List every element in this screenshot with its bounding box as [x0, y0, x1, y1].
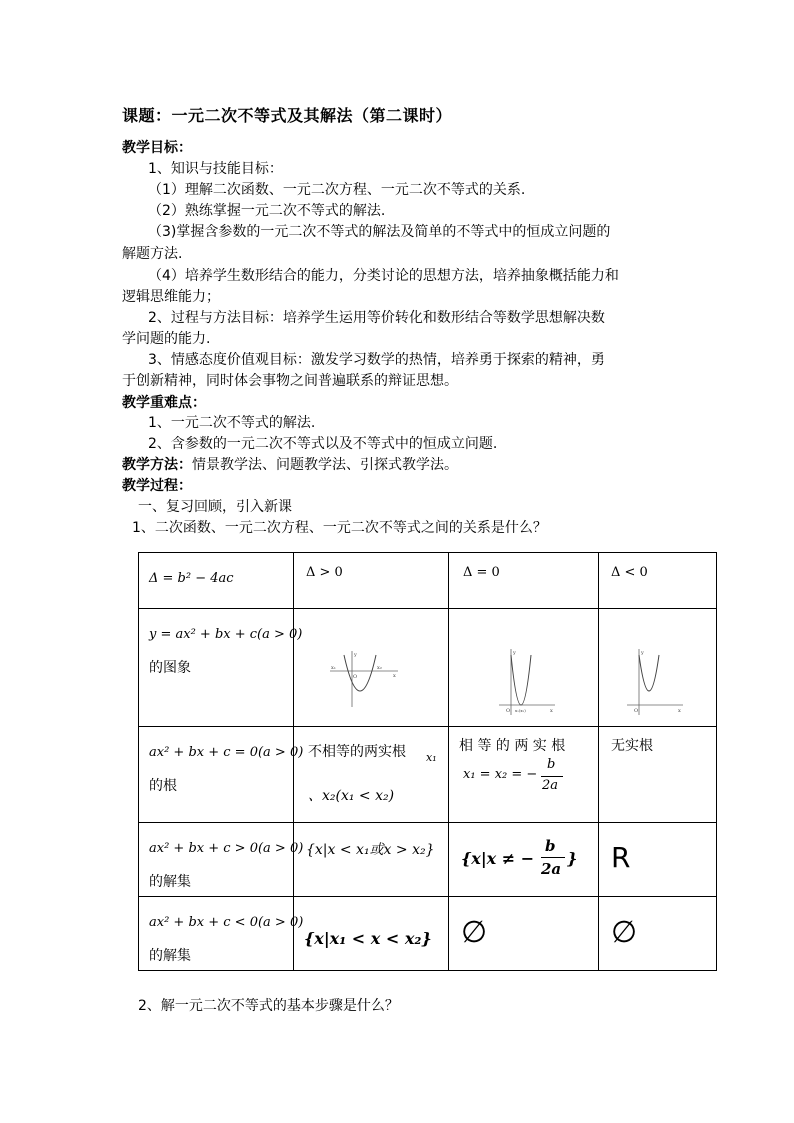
methods-line [122, 455, 458, 475]
case-negative-header: Δ < 0 [611, 565, 648, 580]
empty-set-symbol: ∅ [611, 915, 638, 950]
graph-root-x1-label: x₁ [331, 665, 336, 671]
no-real-roots-text: 无实根 [611, 738, 653, 754]
graph-y-label: y [513, 650, 516, 656]
objective-item: （3)掌握含参数的一元二次不等式的解法及简单的不等式中的恒成立问题的 [148, 224, 611, 240]
fraction-denominator: 2a [542, 778, 559, 793]
table-cell [139, 553, 294, 609]
table-cell [294, 727, 449, 823]
graph-y-label: y [641, 650, 644, 656]
objective-item: （2）熟练掌握一元二次不等式的解法. [148, 203, 386, 219]
key-point-item: 2、含参数的一元二次不等式以及不等式中的恒成立问题. [148, 436, 498, 452]
fraction-numerator: b [545, 837, 556, 855]
table-row [139, 897, 717, 971]
table-cell [599, 553, 717, 609]
graph-double-root-label: x₁(x₂) [515, 708, 526, 713]
graph-origin-label: O [634, 708, 639, 714]
fraction-numerator: b [547, 757, 556, 772]
table-cell [449, 553, 599, 609]
table-row [139, 823, 717, 897]
set-close-brace: } [567, 849, 578, 868]
objective-item: 3、情感态度价值观目标：激发学习数学的热情，培养勇于探索的精神，勇 [148, 352, 605, 368]
case-zero-header: Δ = 0 [463, 565, 500, 580]
graph-x-label: x [678, 708, 681, 714]
relation-table [138, 552, 717, 971]
case-positive-header: Δ > 0 [306, 565, 343, 580]
roots-row-label: 的根 [149, 778, 177, 794]
lt-row-math: ax² + bx + c < 0(a > 0) [149, 915, 304, 930]
table-cell [599, 823, 717, 897]
question-2: 2、解一元二次不等式的基本步骤是什么？ [138, 998, 399, 1014]
parabola-two-roots-graph [330, 649, 400, 709]
objective-item: 1、知识与技能目标： [148, 161, 283, 177]
question-1: 1、二次函数、一元二次方程、一元二次不等式之间的关系是什么？ [132, 520, 547, 536]
methods-heading: 教学方法： [122, 457, 192, 473]
graph-x-label: x [393, 673, 396, 679]
table-cell [449, 823, 599, 897]
gt-solution-two-roots: {x|x < x₁或x > x₂} [306, 842, 435, 858]
parabola-one-root-graph [497, 647, 557, 717]
key-points-heading: 教学重难点： [122, 395, 206, 411]
table-cell [449, 727, 599, 823]
table-cell [139, 897, 304, 971]
fraction-denominator: 2a [541, 860, 562, 878]
graph-row-math: y = ax² + bx + c(a > 0) [149, 627, 303, 642]
gt-row-label: 的解集 [149, 874, 191, 890]
gt-row-math: ax² + bx + c > 0(a > 0) [149, 841, 304, 856]
process-heading: 教学过程： [122, 478, 192, 494]
table-cell [449, 897, 599, 971]
section-heading: 一、复习回顾，引入新课 [138, 499, 292, 515]
parabola-curve [639, 655, 659, 691]
table-row [139, 727, 717, 823]
page-title: 课题：一元二次不等式及其解法（第二课时） [122, 106, 453, 125]
table-cell [294, 609, 449, 727]
graph-x-label: x [550, 708, 553, 714]
table-cell [139, 609, 303, 727]
parabola-no-root-graph [625, 647, 685, 717]
graph-y-label: y [354, 652, 357, 658]
graph-root-x2-label: x₂ [377, 665, 382, 671]
fraction-bar [541, 857, 565, 858]
table-row [139, 609, 717, 727]
fraction-bar [541, 776, 563, 777]
table-cell [139, 727, 304, 823]
root-x1: x₁ [426, 751, 437, 764]
objective-item: （4）培养学生数形结合的能力，分类讨论的思想方法，培养抽象概括能力和 [148, 268, 619, 284]
objective-item: 于创新精神，同时体会事物之间普遍联系的辩证思想。 [122, 373, 458, 389]
root-x2-condition: 、x₂(x₁ < x₂) [308, 788, 395, 804]
graph-row-label: 的图象 [149, 660, 191, 676]
graph-origin-label: O [506, 708, 511, 714]
table-cell [599, 727, 717, 823]
objectives-heading: 教学目标： [122, 140, 192, 156]
equal-roots-text: 相 等 的 两 实 根 [459, 738, 566, 754]
table-cell [599, 897, 717, 971]
parabola-curve [511, 655, 531, 705]
table-cell [449, 609, 599, 727]
lt-row-label: 的解集 [149, 948, 191, 964]
objective-item: 逻辑思维能力； [122, 289, 220, 305]
gt-solution-equal-roots: {x|x ≠ − [461, 849, 535, 868]
table-cell [139, 823, 304, 897]
objective-item: 解题方法. [122, 246, 183, 262]
two-distinct-roots-text: 不相等的两实根 [308, 744, 406, 760]
table-cell [294, 553, 449, 609]
graph-origin-label: O [353, 674, 358, 680]
table-cell [294, 823, 449, 897]
objective-item: （1）理解二次函数、一元二次方程、一元二次不等式的关系. [148, 182, 526, 198]
empty-set-symbol: ∅ [461, 915, 488, 950]
parabola-curve [344, 655, 376, 691]
equal-roots-formula: x₁ = x₂ = − [463, 767, 538, 782]
discriminant-label: Δ = b² − 4ac [149, 571, 234, 586]
objective-item: 2、过程与方法目标：培养学生运用等价转化和数形结合等数学思想解决数 [148, 310, 605, 326]
table-cell [294, 897, 449, 971]
methods-text: 情景教学法、问题教学法、引探式教学法。 [192, 457, 458, 473]
key-point-item: 1、一元二次不等式的解法. [148, 415, 316, 431]
real-numbers-symbol: R [611, 841, 631, 874]
lt-solution-two-roots: {x|x₁ < x < x₂} [304, 929, 432, 948]
table-row [139, 553, 717, 609]
roots-row-math: ax² + bx + c = 0(a > 0) [149, 745, 304, 760]
table-cell [599, 609, 717, 727]
objective-item: 学问题的能力. [122, 331, 211, 347]
